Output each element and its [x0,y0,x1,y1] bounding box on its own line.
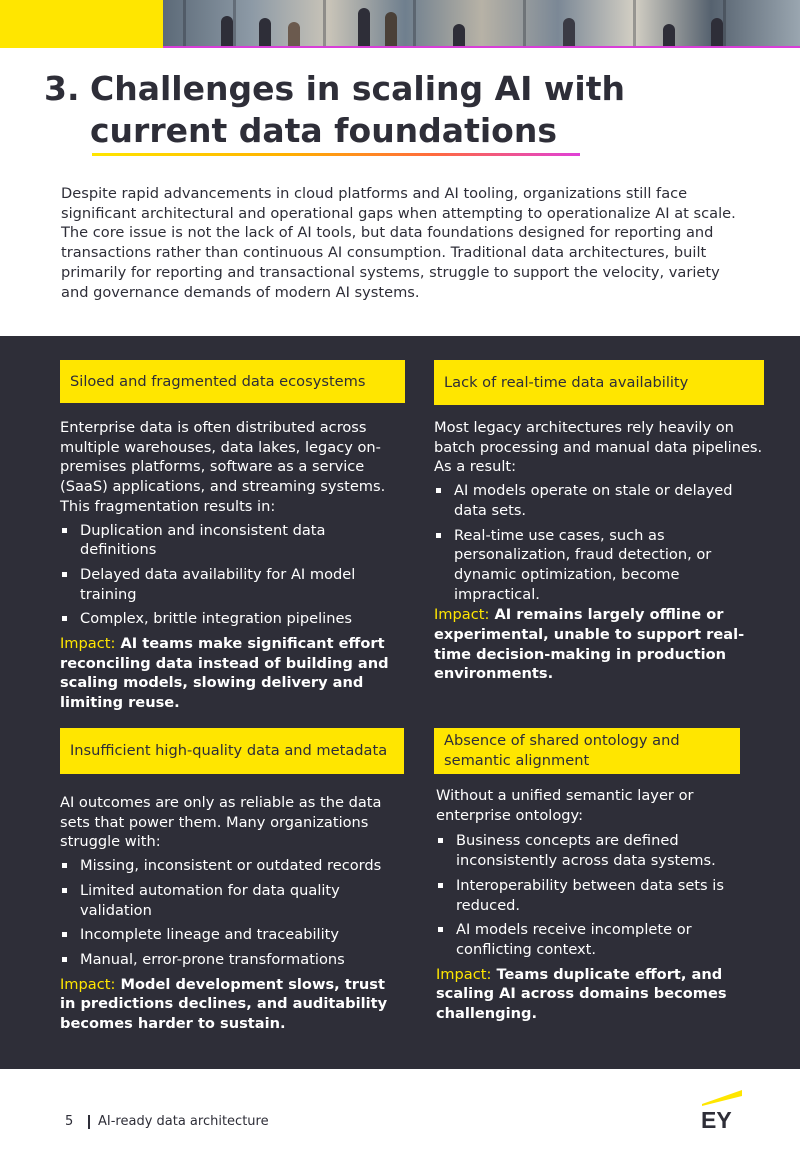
footer-doc-title: AI-ready data architecture [98,1114,269,1129]
list-item: Missing, inconsistent or outdated records [60,856,405,876]
impact-statement [436,965,764,1024]
list-item: Incomplete lineage and traceability [60,925,405,945]
card-bullet-list [60,856,405,970]
list-item: Real-time use cases, such as personalization, fraud detection, or dynamic optimization, become impractical. [434,526,764,605]
card-body-text: Most legacy architectures rely heavily on batch processing and manual data pipelines. [434,419,763,456]
list-item: Complex, brittle integration pipelines [60,609,405,629]
impact-text: AI teams make significant effort reconciling data instead of building and scaling models, slowing delivery and limiting reuse. [60,635,389,712]
list-item: Duplication and inconsistent data definitions [60,521,405,560]
office-lobby-photo [163,0,800,48]
section-number: 3. [44,69,80,108]
card-bullet-list [434,481,764,604]
impact-text: AI remains largely offline or experimental, unable to support real-time decision-making in production environments. [434,606,745,683]
section-title-text: Challenges in scaling AI with current data foundations [90,69,625,150]
list-item: AI models receive incomplete or conflicting context. [436,920,764,959]
footer-separator [88,1115,90,1129]
impact-label: Impact: [436,965,492,983]
impact-statement [60,634,405,713]
impact-text: Model development slows, trust in predictions declines, and auditability becomes harder to sustain. [60,975,388,1033]
list-item: Interoperability between data sets is reduced. [436,876,764,915]
impact-statement [434,605,764,684]
ey-logo-text: EY [701,1107,732,1130]
page-footer [0,1069,800,1155]
ey-logo [700,1088,744,1130]
challenge-card-realtime [434,360,764,684]
title-gradient-rule [92,153,580,156]
header-banner [0,0,800,48]
card-body-text-2: As a result: [434,458,517,476]
banner-accent-line [163,46,800,48]
list-item: Limited automation for data quality validation [60,881,405,920]
card-bullet-list [60,521,405,630]
card-body-text: Enterprise data is often distributed across multiple warehouses, data lakes, legacy on-premises platforms, software as a service (SaaS) applications, and streaming systems. This fragmentation results in: [60,419,386,515]
impact-text: Teams duplicate effort, and scaling AI across domains becomes challenging. [436,965,727,1023]
impact-label: Impact: [60,635,116,653]
intro-paragraph: Despite rapid advancements in cloud platforms and AI tooling, organizations still face significant architectural and operational gaps when attempting to operationalize AI at scale. The core issue is not the lack of AI tools, but data foundations designed for reporting and transactions rather than continuous AI consumption. Traditional data architectures, built primarily for reporting and transactional systems, struggle to support the velocity, variety and governance demands of modern AI systems. [61,185,736,301]
card-heading: Insufficient high-quality data and metadata [60,728,404,774]
list-item: Delayed data availability for AI model training [60,565,405,604]
card-body-text: AI outcomes are only as reliable as the data sets that power them. Many organizations struggle with: [60,794,382,851]
impact-statement [60,975,405,1034]
card-heading: Siloed and fragmented data ecosystems [60,360,405,403]
list-item: Manual, error-prone transformations [60,950,405,970]
list-item: AI models operate on stale or delayed data sets. [434,481,764,520]
challenge-card-siloed [60,360,405,713]
card-heading: Lack of real-time data availability [434,360,764,405]
card-heading: Absence of shared ontology and semantic alignment [434,728,740,774]
challenge-card-data-quality [60,728,405,1034]
list-item: Business concepts are defined inconsistently across data systems. [436,831,764,870]
banner-yellow-block [0,0,163,48]
card-body-text: Without a unified semantic layer or enterprise ontology: [436,787,694,824]
page-number: 5 [65,1114,74,1129]
impact-label: Impact: [60,975,116,993]
impact-label: Impact: [434,606,490,624]
card-bullet-list [436,831,764,959]
challenge-card-ontology [434,728,764,1024]
